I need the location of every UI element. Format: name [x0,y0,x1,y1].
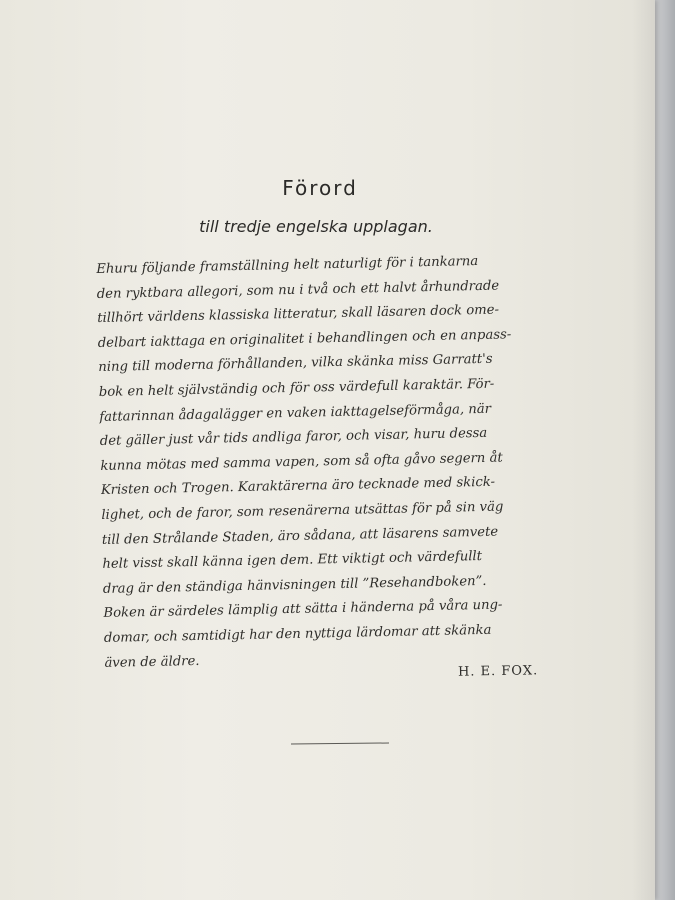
body-line: bok en helt självständig och för oss värdefull karaktär. För- [98,376,495,400]
signature: H. E. FOX. [457,663,539,680]
body-line: domar, och samtidigt har den nyttiga lärdomar att skänka [103,622,492,646]
page-edge-shadow [632,0,655,900]
body-line: kunna mötas med samma vapen, som så ofta gåvo segern åt [100,450,503,474]
body-line: helt visst skall känna igen dem. Ett viktigt och värdefullt [102,549,483,573]
body-line: lighet, och de faror, som resenärerna utsättas för på sin väg [101,499,504,523]
body-line: delbart iakttaga en originalitet i behandlingen och en anpass- [97,327,512,351]
page-subtitle: till tredje engelska upplagan. [199,217,433,236]
body-line: Ehuru följande framställning helt naturligt för i tankarna [96,253,479,277]
body-line: ning till moderna förhållanden, vilka skänka miss Garratt's [98,352,493,376]
body-line: tillhört världens klassiska litteratur, skall läsaren dock ome- [97,302,500,327]
preface-body [96,248,595,676]
page-title: Förord [282,176,358,200]
closing-rule [291,742,389,744]
body-line: Kristen och Trogen. Karaktärerna äro tecknade med skick- [100,475,496,499]
body-line: även de äldre. [104,653,200,671]
body-line: drag är den ständiga hänvisningen till ”Resehandboken”. [102,573,487,597]
body-line: den ryktbara allegori, som nu i två och ett halvt århundrade [96,278,500,302]
body-line: till den Strålande Staden, äro sådana, att läsarens samvete [101,524,499,548]
body-line: fattarinnan ådagalägger en vaken iakttagelseförmåga, när [99,401,492,425]
body-line: det gäller just vår tids andliga faror, och visar, huru dessa [99,426,488,450]
body-line: Boken är särdeles lämplig att sätta i händerna på våra ung- [103,597,503,622]
